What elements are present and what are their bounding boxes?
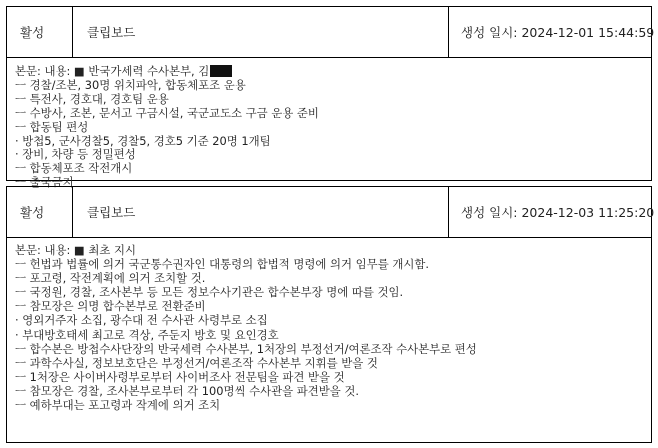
body-line: ㅡ 참모장은 경찰, 조사본부로부터 각 100명씩 수사관을 파견받을 것. — [15, 383, 360, 398]
body-line: ㅡ 특전사, 경호대, 경호팀 운용 — [15, 92, 169, 106]
body-line: ㅡ 합수본은 방첩수사단장의 반국세력 수사본부, 1처장의 부정선거/여론조작 수사본부로 편성 — [15, 341, 477, 356]
created-label: 생성 일시: — [461, 205, 518, 220]
body-line — [15, 65, 651, 79]
record-body — [6, 236, 652, 443]
body-line: ㅡ 포고령, 작전계획에 의거 조치할 것. — [15, 271, 206, 286]
created-at-value: 2024-12-03 11:25:20 — [521, 204, 655, 220]
created-at-cell — [449, 187, 655, 237]
body-line: · 영외거주자 소집, 광수대 전 수사관 사령부로 소집 — [15, 313, 268, 328]
created-label: 생성 일시: — [461, 25, 518, 40]
body-line: ㅡ 헌법과 법률에 의거 국군통수권자인 대통령의 합법적 명령에 의거 임무를 개시함. — [15, 257, 429, 272]
created-at-value: 2024-12-01 15:44:59 — [521, 24, 655, 40]
body-line: · 장비, 차량 등 정밀편성 — [15, 148, 136, 162]
body-line: · 부대방호태세 최고로 격상, 주둔지 방호 및 요인경호 — [15, 327, 279, 342]
redaction-block — [210, 65, 232, 77]
body-line: ㅡ 예하부대는 포고령과 작계에 의거 조치 — [15, 398, 221, 413]
body-line: · 방첩5, 군사경찰5, 경찰5, 경호5 기준 20명 1개팀 — [15, 134, 271, 148]
body-line: ㅡ 참모장은 의명 합수본부로 전환준비 — [15, 299, 206, 314]
body-line: ㅡ 출국금지 — [15, 176, 74, 190]
body-line: ㅡ 과학수사실, 정보보호단은 부정선거/여론조작 수사본부 지휘를 받을 것 — [15, 355, 378, 370]
type-cell: 클립보드 — [73, 187, 449, 237]
body-line: ㅡ 국정원, 경찰, 조사본부 등 모든 정보수사기관은 합수본부장 명에 따를 것임. — [15, 285, 404, 300]
clipboard-record — [6, 186, 655, 442]
body-line: ㅡ 1처장은 사이버사령부로부터 사이버조사 전문팀을 파견 받을 것 — [15, 369, 345, 384]
body-line: 본문: 내용: ■ 최초 지시 — [15, 243, 136, 257]
status-cell: 활성 — [7, 187, 73, 237]
record-header-row — [6, 186, 655, 238]
clipboard-record — [6, 6, 655, 190]
record-header-row — [6, 6, 655, 58]
body-line: ㅡ 합동체포조 작전개시 — [15, 162, 133, 176]
body-line: ㅡ 합동팀 편성 — [15, 120, 89, 134]
created-at-cell — [449, 7, 655, 57]
record-body — [6, 56, 652, 190]
body-line-text: 본문: 내용: ■ 반국가세력 수사본부, 김 — [15, 65, 210, 78]
body-line: ㅡ 수방사, 조본, 문서고 구금시설, 국군교도소 구금 운용 준비 — [15, 106, 319, 120]
body-line: ㅡ 경찰/조본, 30명 위치파악, 합동체포조 운용 — [15, 78, 246, 92]
type-cell: 클립보드 — [73, 7, 449, 57]
status-cell: 활성 — [7, 7, 73, 57]
